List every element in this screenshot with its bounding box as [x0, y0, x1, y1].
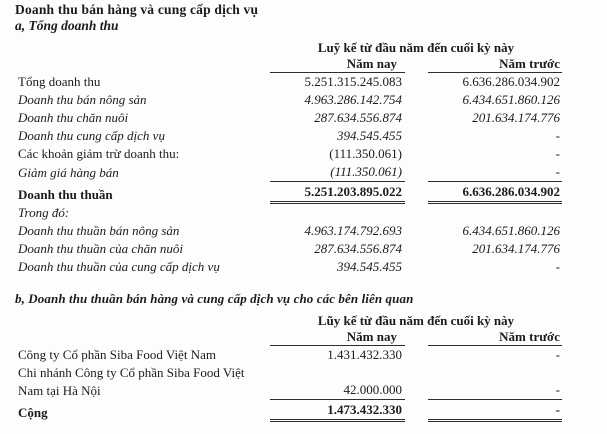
row-label: Doanh thu thuần bán nông sản [18, 223, 180, 238]
period-header-a: Luỹ kế từ đầu năm đến cuối kỳ này [317, 40, 515, 55]
row-label: Giảm giá hàng bán [18, 165, 119, 180]
row-label: Doanh thu thuần của cung cấp dịch vụ [18, 259, 220, 274]
row-label: Doanh thu chăn nuôi [18, 110, 129, 125]
table-row [15, 163, 562, 182]
value-prior-year: - [555, 128, 560, 143]
table-row [15, 240, 562, 258]
column-header-spacer [15, 56, 270, 73]
value-prior-year: - [428, 400, 562, 422]
column-headers-a [15, 56, 562, 73]
row-label: Cộng [18, 405, 48, 420]
table-row [15, 91, 562, 109]
value-prior-year: - [428, 163, 562, 182]
value-prior-year: - [555, 259, 560, 274]
row-label: Doanh thu thuần của chăn nuôi [18, 241, 184, 256]
column-gap [405, 329, 428, 346]
row-label: Doanh thu thuần [18, 187, 113, 202]
table-row [15, 182, 562, 204]
table-row [15, 204, 562, 222]
value-prior-year: - [428, 381, 562, 400]
value-current-year: 1.473.432.330 [270, 400, 405, 422]
value-current-year: 5.251.203.895.022 [270, 182, 405, 204]
value-current-year: 287.634.556.874 [314, 241, 402, 256]
column-header-current-b: Năm nay [270, 329, 405, 346]
column-header-prior-b: Năm trước [428, 329, 562, 346]
period-header-b: Lũy kế từ đầu năm đến cuối kỳ này [317, 313, 515, 328]
value-prior-year: 6.636.286.034.902 [462, 74, 560, 89]
row-label: Chi nhánh Công ty Cổ phần Siba Food Việt Nam tại Hà Nội [18, 365, 245, 398]
table-a-body [15, 73, 562, 276]
table-row [15, 258, 562, 276]
value-prior-year: - [555, 347, 560, 362]
row-label: Tổng doanh thu [18, 74, 101, 89]
row-label: Các khoản giảm trừ doanh thu: [18, 146, 180, 161]
section-b-heading: b, Doanh thu thuần bán hàng và cung cấp dịch vụ cho các bên liên quan [15, 291, 414, 306]
value-current-year: 287.634.556.874 [314, 110, 402, 125]
table-row [15, 364, 562, 400]
row-label: Công ty Cổ phần Siba Food Việt Nam [18, 347, 216, 362]
table-row [15, 400, 562, 422]
value-prior-year: 6.434.651.860.126 [462, 92, 560, 107]
value-current-year: (111.350.061) [329, 146, 402, 161]
value-current-year: 394.545.455 [337, 259, 402, 274]
section-a-heading: a, Tổng doanh thu [15, 18, 119, 33]
value-current-year: (111.350.061) [270, 163, 405, 182]
table-row [15, 73, 562, 91]
value-prior-year: 201.634.174.776 [472, 110, 560, 125]
table-row [15, 145, 562, 163]
table-row [15, 109, 562, 127]
row-label: Doanh thu cung cấp dịch vụ [18, 128, 165, 143]
period-header-row-b [15, 313, 562, 328]
value-prior-year: - [555, 146, 560, 161]
value-prior-year: 6.434.651.860.126 [462, 223, 560, 238]
value-current-year: 1.431.432.330 [327, 347, 402, 362]
table-b-body [15, 346, 562, 422]
value-current-year: 4.963.286.142.754 [304, 92, 402, 107]
period-header-row-a [15, 40, 562, 55]
column-header-spacer [15, 329, 270, 346]
note-title: Doanh thu bán hàng và cung cấp dịch vụ [15, 2, 259, 17]
value-prior-year: 201.634.174.776 [472, 241, 560, 256]
row-label: Doanh thu bán nông sản [18, 92, 147, 107]
row-label: Trong đó: [18, 205, 70, 220]
column-headers-b [15, 329, 562, 346]
table-row [15, 127, 562, 145]
column-header-current-a: Năm nay [270, 56, 405, 73]
table-row [15, 346, 562, 364]
table-row [15, 222, 562, 240]
value-current-year: 4.963.174.792.693 [304, 223, 402, 238]
column-gap [405, 56, 428, 73]
value-current-year: 5.251.315.245.083 [304, 74, 402, 89]
value-current-year: 394.545.455 [337, 128, 402, 143]
value-prior-year: 6.636.286.034.902 [428, 182, 562, 204]
value-current-year: 42.000.000 [270, 381, 405, 400]
column-header-prior-a: Năm trước [428, 56, 562, 73]
